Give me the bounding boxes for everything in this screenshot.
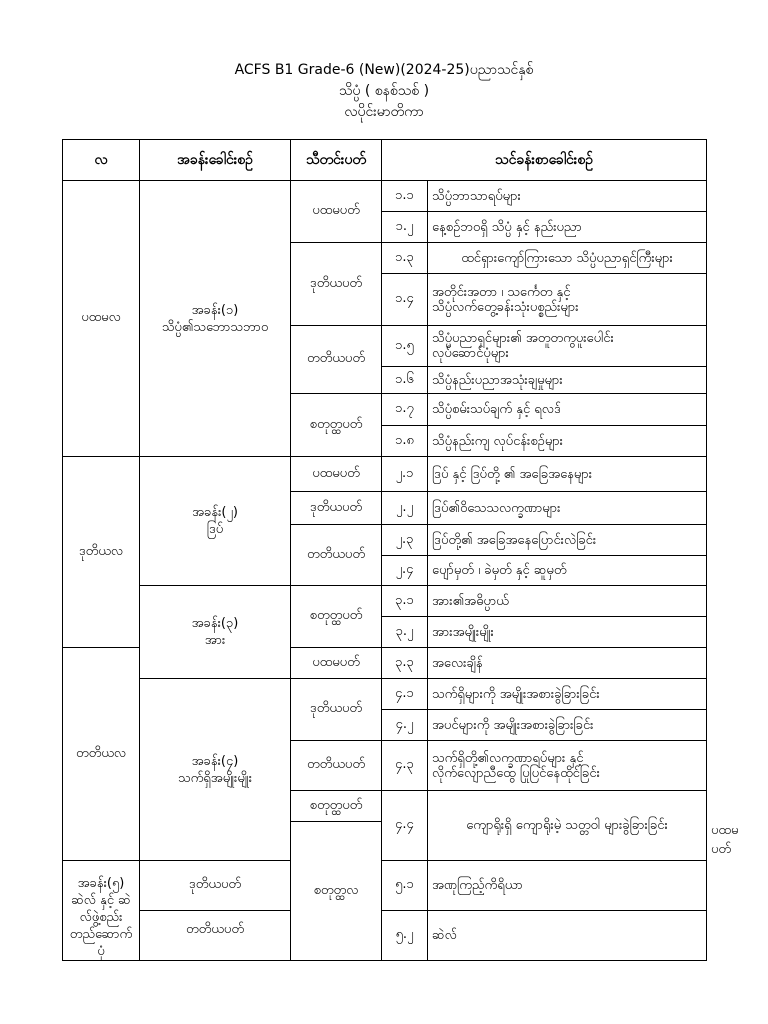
- document-title-block: [0, 60, 768, 123]
- month-cell: တတိယလ: [63, 648, 140, 861]
- week-cell: တတိယပတ်: [291, 525, 382, 586]
- chapter-title: သက်ရှိအမျိုးမျိုး: [178, 770, 252, 786]
- chapter-number: အခန်း(၅): [77, 876, 125, 891]
- lesson-number: ၄.၁: [382, 679, 428, 710]
- lesson-title-line: လိုက်လျောညီထွေ ပြုပြင်နေထိုင်ခြင်း: [432, 765, 600, 781]
- lesson-number: ၂.၁: [382, 457, 428, 492]
- table-row: [63, 586, 707, 617]
- lesson-title: သိပ္ပံနည်းကျ လုပ်ငန်းစဉ်များ: [428, 426, 707, 457]
- lesson-number: ၁.၂: [382, 212, 428, 243]
- chapter-number: အခန်း(၂): [192, 505, 238, 520]
- lesson-number: ၃.၂: [382, 617, 428, 648]
- lesson-title: [428, 326, 707, 367]
- chapter-cell: [140, 586, 291, 679]
- lesson-number: ၁.၄: [382, 274, 428, 326]
- lesson-title-line: သက်ရှိတို့၏လက္ခဏာရပ်များ နှင့်: [432, 750, 584, 766]
- lesson-number: ၄.၄: [382, 791, 428, 861]
- chapter-title: ဒြပ်: [206, 522, 224, 537]
- lesson-number: ၁.၈: [382, 426, 428, 457]
- document-title: ACFS B1 Grade-6 (New)(2024-25)ပညာသင်နှစ်: [234, 62, 534, 78]
- table-row: [63, 861, 707, 911]
- chapter-number: အခန်း(၁): [191, 302, 239, 318]
- week-cell: ပထမပတ်: [291, 457, 382, 492]
- month-cell: ပထမလ: [63, 181, 140, 457]
- col-header-chapter: အခန်းခေါင်းစဉ်: [140, 140, 291, 181]
- month-cell: ဒုတိယလ: [63, 457, 140, 648]
- table-row: [63, 181, 707, 212]
- week-cell: ဒုတိယပတ်: [291, 243, 382, 326]
- table-row: [63, 911, 707, 961]
- lesson-title: အဏုကြည့်ကိရိယာ: [428, 861, 707, 911]
- lesson-number: ၁.၁: [382, 181, 428, 212]
- week-cell: ဒုတိယပတ်: [291, 679, 382, 741]
- lesson-number: ၄.၃: [382, 741, 428, 791]
- document-subheading: လပိုင်းမာတိကာ: [344, 104, 424, 120]
- lesson-title: [428, 274, 707, 326]
- lesson-number: ၃.၃: [382, 648, 428, 679]
- chapter-title: အား: [204, 633, 226, 648]
- lesson-number: ၂.၃: [382, 525, 428, 556]
- lesson-title: အလေးချိန်: [428, 648, 707, 679]
- week-cell: စတုတ္ထပတ်: [291, 791, 382, 822]
- week-cell: တတိယပတ်: [291, 741, 382, 791]
- lesson-title-line: သိပ္ပံပညာရှင်များ၏ အတူတကွပူးပေါင်း: [432, 331, 614, 346]
- week-cell: တတိယပတ်: [291, 326, 382, 394]
- chapter-cell: [63, 861, 140, 961]
- table-row: စတုတ္ထလ ပထမပတ်: [63, 822, 707, 861]
- chapter-title: သိပ္ပံ၏သဘောသဘာဝ: [161, 319, 269, 335]
- document-subtitle: သိပ္ပံ ( စနစ်သစ် ): [338, 83, 430, 99]
- lesson-number: ၅.၂: [382, 911, 428, 961]
- week-cell: ဒုတိယပတ်: [291, 492, 382, 525]
- lesson-title: သိပ္ပံဘာသာရပ်များ: [428, 181, 707, 212]
- col-header-week: သီတင်းပတ်: [291, 140, 382, 181]
- lesson-title: ဒြပ် နှင့် ဒြပ်တို့ ၏ အခြေအနေများ: [428, 457, 707, 492]
- lesson-title: ကျောရိုးရှိ ကျောရိုးမဲ့ သတ္တဝါ များခွဲခြားခြင်း: [428, 791, 707, 861]
- lesson-title: အား၏အဓိပ္ပာယ်: [428, 586, 707, 617]
- lesson-title-line: သိပ္ပံလက်တွေ့ခန်းသုံးပစ္စည်းများ: [432, 299, 579, 315]
- lesson-title: နေ့စဉ်ဘဝရှိ သိပ္ပံ နှင့် နည်းပညာ: [428, 212, 707, 243]
- table-row: [63, 457, 707, 492]
- lesson-number: ၂.၂: [382, 492, 428, 525]
- table-row: [63, 679, 707, 710]
- chapter-cell: [140, 457, 291, 586]
- chapter-number: အခန်း(၄): [191, 753, 239, 769]
- week-cell: စတုတ္ထပတ်: [291, 394, 382, 457]
- lesson-title-line: လုပ်ဆောင်ပုံများ: [432, 346, 509, 361]
- lesson-number: ၁.၃: [382, 243, 428, 274]
- chapter-title-line: တည်ဆောက်ပုံ: [69, 927, 133, 959]
- lesson-number: ၃.၁: [382, 586, 428, 617]
- lesson-number: ၅.၁: [382, 861, 428, 911]
- lesson-title: ပျော်မှတ် ၊ ခဲမှတ် နှင့် ဆူမှတ်: [428, 556, 707, 586]
- lesson-title: ဒြပ်တို့၏ အခြေအနေပြောင်းလဲခြင်း: [428, 525, 707, 556]
- lesson-title-line: အတိုင်းအတာ ၊ သင်္ကေတ နှင့်: [432, 284, 571, 300]
- chapter-number: အခန်း(၃): [191, 616, 239, 631]
- week-cell: စတုတ္ထပတ်: [291, 586, 382, 648]
- lesson-title: သိပ္ပံစမ်းသပ်ချက် နှင့် ရလဒ်: [428, 394, 707, 426]
- lesson-number: ၁.၆: [382, 367, 428, 394]
- week-cell: ပထမပတ်: [291, 181, 382, 243]
- table-header-row: [63, 140, 707, 181]
- lesson-title: သိပ္ပံနည်းပညာအသုံးချမှုများ: [428, 367, 707, 394]
- col-header-lesson: သင်ခန်းစာခေါင်းစဉ်: [382, 140, 707, 181]
- month-cell: စတုတ္ထလ: [291, 822, 382, 961]
- chapter-title: ဆဲလ် နှင့် ဆဲလ်ဖွဲ့စည်း: [71, 893, 131, 925]
- lesson-title: အားအမျိုးမျိုး: [428, 617, 707, 648]
- lesson-number: ၄.၂: [382, 710, 428, 741]
- week-cell: တတိယပတ်: [140, 911, 291, 961]
- lesson-number: ၂.၄: [382, 556, 428, 586]
- lesson-title: ဆဲလ်: [428, 911, 707, 961]
- lesson-title: သက်ရှိများကို အမျိုးအစားခွဲခြားခြင်း: [428, 679, 707, 710]
- col-header-month: လ: [63, 140, 140, 181]
- week-cell: ဒုတိယပတ်: [140, 861, 291, 911]
- lesson-number: ၁.၇: [382, 394, 428, 426]
- lesson-title: ထင်ရှားကျော်ကြားသော သိပ္ပံပညာရှင်ကြီးများ: [428, 243, 707, 274]
- schedule-table: [62, 139, 739, 961]
- schedule-table-container: [62, 139, 739, 959]
- week-cell: ပထမပတ်: [291, 648, 382, 679]
- lesson-number: ၁.၅: [382, 326, 428, 367]
- chapter-cell: [140, 181, 291, 457]
- lesson-title: [428, 741, 707, 791]
- lesson-title: ဒြပ်၏ဝိသေသလက္ခဏာများ: [428, 492, 707, 525]
- lesson-title: အပင်များကို အမျိုးအစားခွဲခြားခြင်း: [428, 710, 707, 741]
- chapter-cell: [140, 679, 291, 861]
